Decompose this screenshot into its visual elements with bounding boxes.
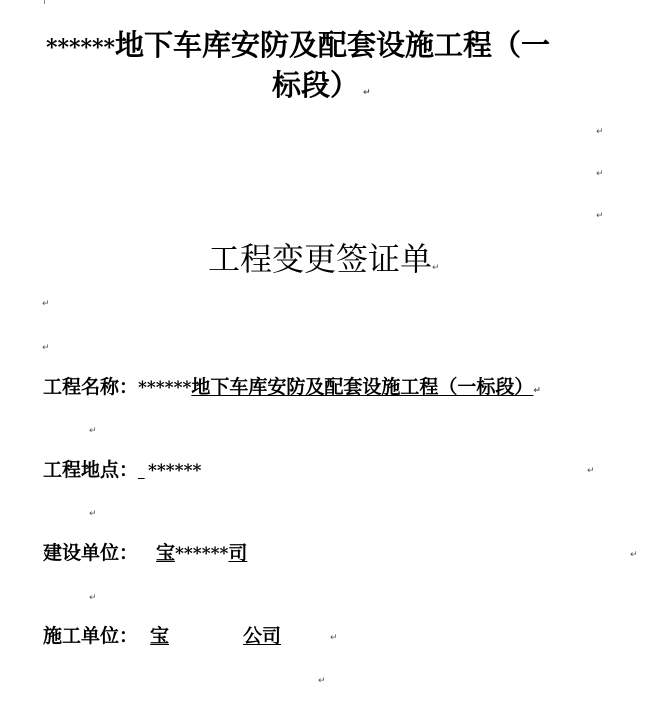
field-value-start: 宝: [156, 542, 176, 564]
corner-mark: [44, 0, 45, 4]
paragraph-mark: ↵: [363, 88, 371, 98]
field-label: 施工单位：: [43, 625, 139, 647]
paragraph-mark: ↵: [89, 593, 97, 603]
field-value: ******: [148, 461, 202, 481]
title-masked-prefix: ******: [46, 35, 116, 61]
field-value-end: 司: [228, 542, 248, 564]
field-contractor: [43, 623, 288, 649]
form-heading: 工程变更签证单↵: [208, 240, 440, 278]
field-developer: [43, 540, 247, 567]
title-main-text: 地下车库安防及配套设施工程（一: [115, 28, 551, 62]
masked-text: ******: [138, 378, 192, 398]
paragraph-mark: ↵: [630, 550, 638, 560]
paragraph-mark: ↵: [596, 211, 604, 221]
paragraph-mark: ↵: [596, 127, 604, 137]
paragraph-mark: ↵: [89, 509, 97, 519]
paragraph-mark: ↵: [89, 426, 97, 436]
paragraph-mark: ↵: [596, 169, 604, 179]
masked-text: ******: [175, 544, 229, 564]
field-label: 工程地点：: [43, 459, 139, 481]
field-value-blank: [138, 457, 148, 483]
field-value: 地下车库安防及配套设施工程（一标段）: [191, 376, 534, 398]
paragraph-mark: ↵: [432, 263, 440, 273]
field-value-start: 宝: [150, 625, 170, 647]
field-project-name: [43, 374, 541, 401]
paragraph-mark: ↵: [587, 466, 595, 476]
field-label: 建设单位：: [43, 542, 139, 564]
document-title-line2: 标段） ↵: [272, 68, 371, 102]
paragraph-mark: ↵: [42, 299, 50, 309]
paragraph-mark: ↵: [330, 633, 338, 643]
document-title-line1: [46, 26, 550, 67]
paragraph-mark: ↵: [42, 343, 50, 353]
field-label: 工程名称：: [43, 376, 139, 398]
field-project-location: [43, 457, 201, 484]
field-value-underline: [138, 623, 288, 649]
paragraph-mark: ↵: [533, 386, 541, 396]
paragraph-mark: ↵: [318, 676, 326, 686]
field-value-end: 公司: [243, 625, 282, 647]
